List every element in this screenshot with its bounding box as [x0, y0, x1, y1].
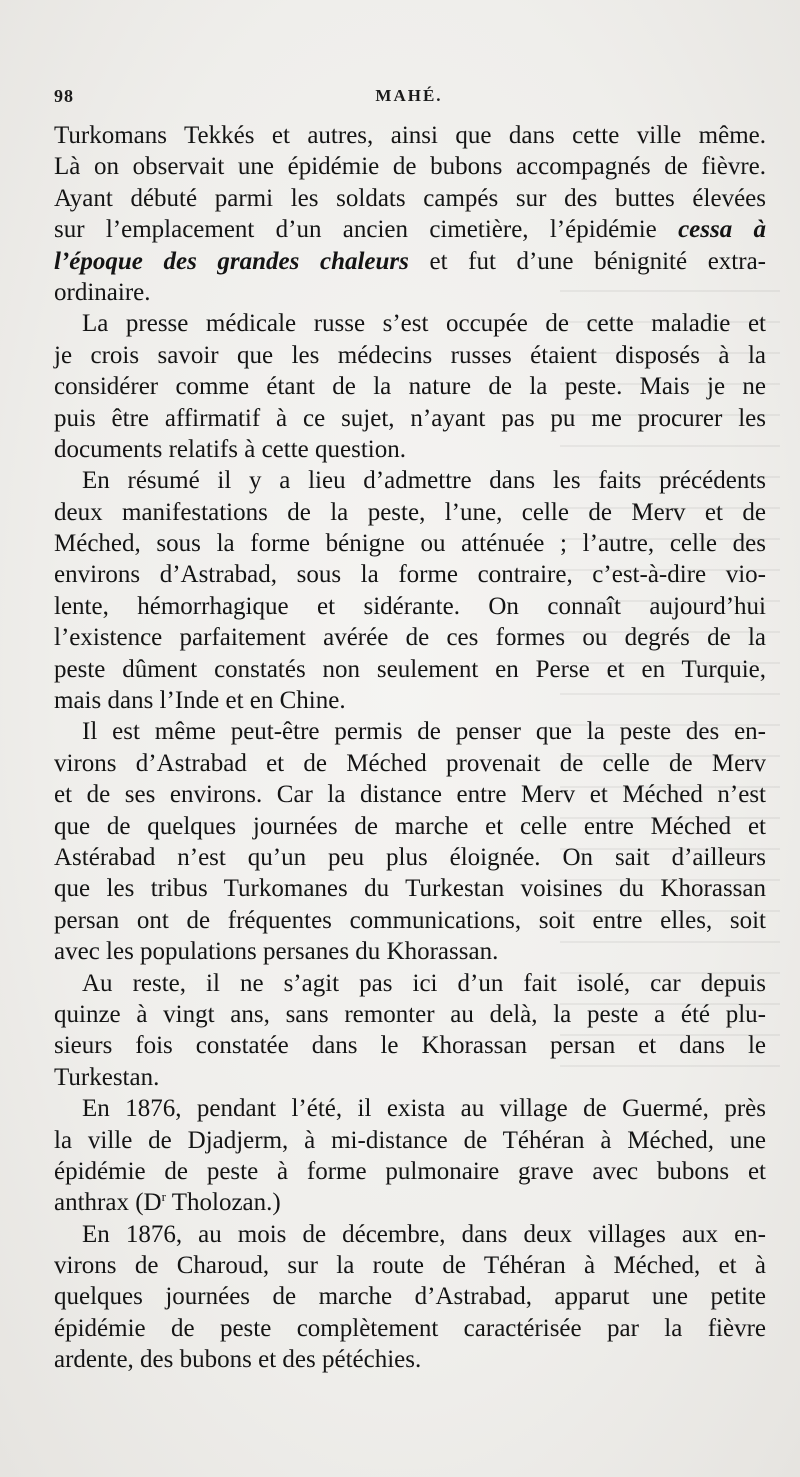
text-line: Turkomans Tekkés et autres, ainsi que dans cette ville même. [54, 122, 766, 149]
text-line: lente, hémorrhagique et sidérante. On connaît aujourd’hui [54, 592, 766, 620]
text-line: Là on observait une épidémie de bubons accompagnés de fièvre. [54, 153, 766, 181]
text-segment: Tholozan.) [165, 1189, 281, 1217]
page-header [54, 86, 764, 110]
text-segment: et fut d’une bénignité extra- [429, 247, 766, 275]
body-text [54, 120, 766, 1376]
text-line: épidémie de peste à forme pulmonaire grave avec bubons et [54, 1157, 766, 1185]
text-segment: sur l’emplacement d’un ancien cimetière, l’épidémie [54, 216, 657, 244]
text-line: que de quelques journées de marche et celle entre Méched et [54, 812, 766, 840]
italic-phrase: l’époque des grandes chaleurs [54, 247, 409, 275]
text-line: Astérabad n’est qu’un peu plus éloignée. On sait d’ailleurs [54, 843, 766, 871]
paragraph-first-line: En résumé il y a lieu d’admettre dans les faits précédents [82, 467, 766, 495]
text-line: sieurs fois constatée dans le Khorassan persan et dans le [54, 1032, 766, 1060]
text-line: persan ont de fréquentes communications, soit entre elles, soit [54, 906, 766, 934]
text-line: deux manifestations de la peste, l’une, celle de Merv et de [54, 498, 766, 526]
text-line: virons d’Astrabad et de Méched provenait de celle de Merv [54, 749, 766, 777]
text-line: épidémie de peste complètement caractérisée par la fièvre [54, 1314, 766, 1342]
superscript: r [161, 1189, 166, 1205]
text-line: Ayant débuté parmi les soldats campés sur des buttes élevées [54, 184, 766, 212]
paragraph-first-line: La presse médicale russe s’est occupée de cette maladie et [82, 310, 766, 338]
text-line: avec les populations persanes du Khorassan. [54, 938, 499, 966]
text-line: ordinaire. [54, 278, 151, 306]
text-line: considérer comme étant de la nature de la peste. Mais je ne [54, 373, 766, 401]
text-line: je crois savoir que les médecins russes étaient disposés à la [54, 341, 766, 369]
text-line: virons de Charoud, sur la route de Téhéran à Méched, et à [54, 1252, 766, 1280]
text-line [54, 214, 766, 245]
text-line: quinze à vingt ans, sans remonter au delà, la peste a été plu- [54, 1000, 766, 1028]
paragraph-first-line: Il est même peut-être permis de penser que la peste des en- [82, 718, 766, 746]
text-line [54, 246, 766, 277]
text-line: mais dans l’Inde et en Chine. [54, 687, 346, 715]
paragraph-first-line: Au reste, il ne s’agit pas ici d’un fait isolé, car depuis [82, 969, 766, 997]
text-line: environs d’Astrabad, sous la forme contraire, c’est-à-dire vio- [54, 561, 766, 589]
text-segment: anthrax (D [54, 1189, 162, 1217]
text-line: documents relatifs à cette question. [54, 435, 406, 463]
text-line: ardente, des bubons et des pétéchies. [54, 1346, 422, 1374]
text-line: peste dûment constatés non seulement en Perse et en Turquie, [54, 655, 766, 683]
page-number: 98 [54, 86, 74, 106]
running-head: MAHÉ. [375, 86, 443, 105]
italic-phrase: cessa à [678, 216, 767, 244]
text-line: quelques journées de marche d’Astrabad, apparut une petite [54, 1283, 766, 1311]
text-line [54, 1187, 766, 1218]
text-line: et de ses environs. Car la distance entre Merv et Méched n’est [54, 781, 766, 809]
text-line: Méched, sous la forme bénigne ou atténuée ; l’autre, celle des [54, 530, 766, 558]
text-line: puis être affirmatif à ce sujet, n’ayant pas pu me procurer les [54, 404, 766, 432]
paragraph-first-line: En 1876, pendant l’été, il exista au village de Guermé, près [82, 1095, 766, 1123]
text-line: que les tribus Turkomanes du Turkestan voisines du Khorassan [54, 875, 766, 903]
text-line: la ville de Djadjerm, à mi-distance de Téhéran à Méched, une [54, 1126, 766, 1154]
text-line: l’existence parfaitement avérée de ces formes ou degrés de la [54, 624, 766, 652]
paragraph-first-line: En 1876, au mois de décembre, dans deux villages aux en- [82, 1220, 766, 1248]
text-line: Turkestan. [54, 1063, 160, 1091]
